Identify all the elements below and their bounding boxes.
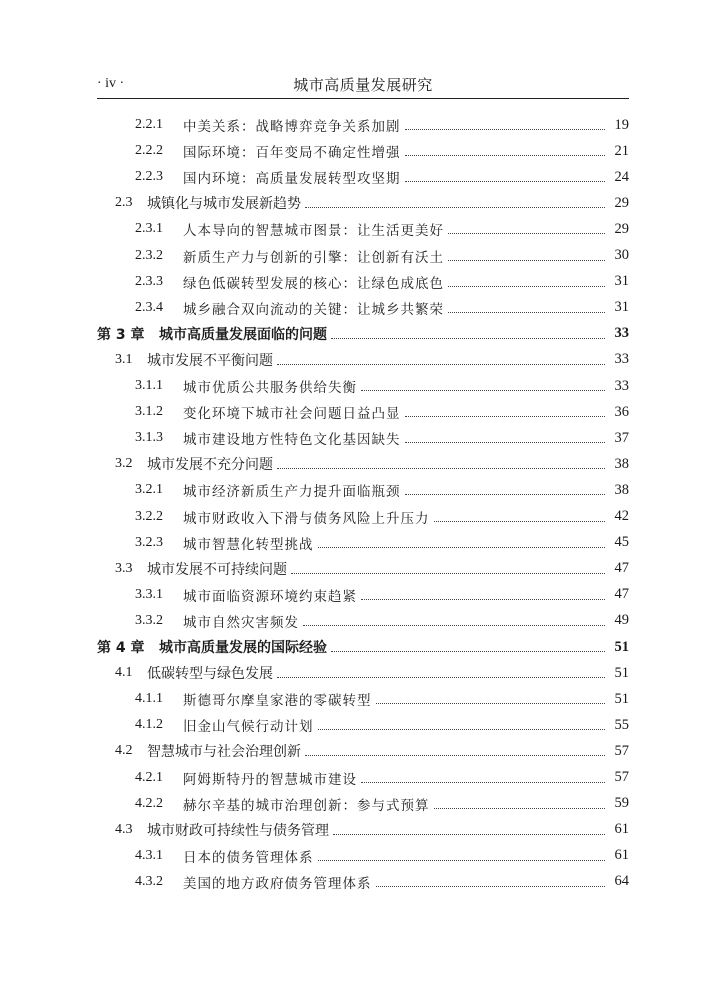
toc-entry-title: 国际环境：百年变局不确定性增强 — [183, 145, 401, 162]
toc-dot-leader — [303, 624, 605, 626]
toc-entry-title: 美国的地方政府债务管理体系 — [183, 875, 372, 892]
toc-section-entry[interactable] — [97, 347, 629, 373]
toc-subsection-entry[interactable] — [97, 608, 629, 634]
toc-entry-number: 第 4 章 — [97, 640, 145, 656]
toc-dot-leader — [434, 807, 606, 809]
toc-page-number: 51 — [614, 638, 629, 655]
toc-subsection-entry[interactable] — [97, 164, 629, 190]
toc-entry-number: 3.2.3 — [135, 534, 163, 550]
toc-dot-leader — [434, 520, 606, 522]
toc-entry-number: 4.3 — [115, 821, 133, 837]
toc-entry-title: 城市智慧化转型挑战 — [183, 536, 314, 553]
toc-page-number: 59 — [614, 795, 629, 812]
toc-dot-leader — [277, 363, 605, 365]
toc-page-number: 57 — [614, 769, 629, 785]
toc-page-number: 47 — [614, 560, 629, 577]
toc-page-number: 31 — [614, 299, 629, 316]
toc-entry-number: 4.1.2 — [135, 717, 163, 733]
toc-entry-number: 2.3 — [115, 195, 133, 211]
toc-entry-number: 4.1.1 — [135, 691, 163, 707]
running-header — [97, 68, 629, 99]
toc-entry-number: 3.1.2 — [135, 404, 163, 420]
toc-subsection-entry[interactable] — [97, 477, 629, 503]
toc-entry-number: 3.2.2 — [135, 508, 163, 524]
toc-dot-leader — [448, 285, 605, 287]
toc-entry-title: 低碳转型与绿色发展 — [147, 666, 273, 683]
toc-page-number: 30 — [614, 247, 629, 263]
toc-subsection-entry[interactable] — [97, 112, 629, 138]
toc-page-number: 36 — [614, 403, 629, 420]
toc-dot-leader — [405, 128, 606, 130]
toc-page-number: 38 — [614, 455, 629, 472]
toc-page-number: 45 — [614, 534, 629, 551]
toc-entry-title: 阿姆斯特丹的智慧城市建设 — [183, 771, 357, 788]
toc-page-number: 47 — [614, 586, 629, 603]
toc-entry-title: 城市经济新质生产力提升面临瓶颈 — [183, 484, 401, 501]
toc-chapter-entry[interactable] — [97, 634, 629, 660]
toc-subsection-entry[interactable] — [97, 869, 629, 895]
toc-entry-number: 4.3.2 — [135, 873, 163, 889]
toc-dot-leader — [376, 885, 606, 887]
toc-page-number: 29 — [614, 194, 629, 211]
toc-entry-title: 城市优质公共服务供给失衡 — [183, 380, 357, 396]
toc-page-number: 21 — [614, 142, 629, 159]
toc-page-number: 61 — [614, 847, 629, 864]
toc-entry-title: 城市面临资源环境约束趋紧 — [183, 588, 357, 605]
toc-dot-leader — [448, 232, 605, 234]
toc-section-entry[interactable] — [97, 660, 629, 686]
toc-entry-title: 斯德哥尔摩皇家港的零碳转型 — [183, 693, 372, 710]
toc-dot-leader — [405, 441, 606, 443]
toc-entry-title: 城市高质量发展的国际经验 — [159, 640, 327, 656]
toc-dot-leader — [361, 389, 605, 391]
toc-subsection-entry[interactable] — [97, 425, 629, 451]
toc-section-entry[interactable] — [97, 451, 629, 477]
toc-page-number: 29 — [614, 220, 629, 237]
toc-dot-leader — [405, 154, 606, 156]
toc-entry-number: 4.1 — [115, 665, 133, 681]
toc-entry-number: 3.2.1 — [135, 482, 163, 498]
toc-subsection-entry[interactable] — [97, 582, 629, 608]
toc-subsection-entry[interactable] — [97, 765, 629, 791]
toc-entry-number: 3.1 — [115, 351, 133, 367]
toc-subsection-entry[interactable] — [97, 504, 629, 530]
toc-dot-leader — [318, 546, 606, 548]
toc-entry-number: 2.2.2 — [135, 143, 163, 159]
toc-dot-leader — [361, 598, 605, 600]
page-number: · iv · — [97, 76, 125, 91]
toc-dot-leader — [405, 180, 606, 182]
toc-entry-number: 第 3 章 — [97, 326, 145, 343]
toc-entry-number: 2.3.2 — [135, 247, 163, 263]
toc-dot-leader — [277, 676, 605, 678]
toc-entry-number: 4.2.2 — [135, 795, 163, 811]
toc-dot-leader — [405, 415, 606, 417]
toc-dot-leader — [448, 259, 605, 261]
toc-page-number: 64 — [614, 873, 629, 890]
toc-subsection-entry[interactable] — [97, 791, 629, 817]
toc-entry-title: 新质生产力与创新的引擎：让创新有沃土 — [183, 249, 444, 266]
toc-subsection-entry[interactable] — [97, 686, 629, 712]
toc-subsection-entry[interactable] — [97, 373, 629, 399]
toc-section-entry[interactable] — [97, 190, 629, 216]
toc-entry-title: 城乡融合双向流动的关键：让城乡共繁荣 — [183, 301, 444, 318]
toc-dot-leader — [448, 311, 605, 313]
toc-subsection-entry[interactable] — [97, 399, 629, 425]
toc-entry-title: 中美关系：战略博弈竞争关系加剧 — [183, 119, 401, 135]
toc-dot-leader — [291, 572, 605, 574]
toc-entry-number: 2.3.3 — [135, 273, 163, 289]
toc-subsection-entry[interactable] — [97, 530, 629, 556]
toc-page-number: 51 — [614, 664, 629, 681]
toc-subsection-entry[interactable] — [97, 216, 629, 242]
toc-subsection-entry[interactable] — [97, 295, 629, 321]
toc-page-number: 38 — [614, 481, 629, 498]
running-title: 城市高质量发展研究 — [293, 76, 433, 94]
toc-section-entry[interactable] — [97, 738, 629, 764]
toc-page-number: 55 — [614, 716, 629, 733]
toc-entry-number: 4.2.1 — [135, 769, 163, 785]
toc-page-number: 19 — [614, 116, 629, 133]
toc-subsection-entry[interactable] — [97, 843, 629, 869]
toc-entry-number: 2.2.3 — [135, 169, 163, 185]
toc-dot-leader — [331, 337, 605, 339]
toc-dot-leader — [305, 206, 605, 208]
toc-page-number: 33 — [614, 351, 629, 368]
toc-page-number: 61 — [614, 821, 629, 838]
toc-entry-title: 人本导向的智慧城市图景：让生活更美好 — [183, 223, 444, 240]
toc-entry-title: 城市建设地方性特色文化基因缺失 — [183, 432, 401, 449]
toc-dot-leader — [331, 650, 605, 652]
toc-entry-title: 智慧城市与社会治理创新 — [147, 744, 301, 761]
toc-page-number: 51 — [614, 690, 629, 707]
toc-subsection-entry[interactable] — [97, 269, 629, 295]
toc-entry-number: 3.3.2 — [135, 612, 163, 628]
toc-subsection-entry[interactable] — [97, 138, 629, 164]
toc-entry-number: 3.2 — [115, 456, 133, 472]
toc-page-number: 37 — [614, 429, 629, 446]
toc-subsection-entry[interactable] — [97, 243, 629, 269]
toc-dot-leader — [318, 859, 606, 861]
toc-page-number: 57 — [614, 742, 629, 759]
toc-subsection-entry[interactable] — [97, 712, 629, 738]
toc-section-entry[interactable] — [97, 556, 629, 582]
toc-page-number: 31 — [614, 273, 629, 290]
toc-entry-number: 2.3.1 — [135, 221, 163, 237]
toc-entry-title: 城市发展不充分问题 — [147, 457, 273, 474]
toc-entry-number: 3.3.1 — [135, 586, 163, 602]
toc-page-number: 42 — [614, 508, 629, 524]
toc-section-entry[interactable] — [97, 817, 629, 843]
toc-dot-leader — [376, 702, 606, 704]
toc-dot-leader — [361, 781, 605, 783]
toc-entry-title: 城镇化与城市发展新趋势 — [147, 196, 301, 213]
toc-dot-leader — [318, 728, 606, 730]
toc-entry-title: 绿色低碳转型发展的核心：让绿色成底色 — [183, 275, 444, 292]
toc-entry-number: 4.3.1 — [135, 847, 163, 863]
toc-entry-title: 城市财政可持续性与债务管理 — [147, 822, 329, 839]
toc-entry-number: 3.1.3 — [135, 430, 163, 446]
toc-page-number: 33 — [614, 325, 629, 342]
toc-entry-title: 日本的债务管理体系 — [183, 849, 314, 866]
toc-entry-title: 旧金山气候行动计划 — [183, 719, 314, 736]
toc-entry-number: 4.2 — [115, 743, 133, 759]
toc-entry-title: 城市高质量发展面临的问题 — [159, 326, 327, 343]
toc-entry-title: 城市发展不平衡问题 — [147, 352, 273, 369]
toc-entry-title: 国内环境：高质量发展转型攻坚期 — [183, 171, 401, 188]
toc-chapter-entry[interactable] — [97, 321, 629, 347]
toc-entry-number: 2.3.4 — [135, 299, 163, 315]
toc-page-number: 49 — [614, 612, 629, 629]
toc-entry-number: 2.2.1 — [135, 117, 163, 132]
toc-dot-leader — [277, 467, 605, 469]
toc-entry-title: 城市自然灾害频发 — [183, 614, 299, 631]
toc-entry-title: 城市财政收入下滑与债务风险上升压力 — [183, 510, 430, 527]
toc-page-number: 33 — [614, 377, 629, 394]
toc-entry-title: 赫尔辛基的城市治理创新：参与式预算 — [183, 797, 430, 814]
toc-page-number: 24 — [614, 168, 629, 185]
toc-entry-number: 3.1.1 — [135, 378, 163, 393]
toc-dot-leader — [305, 754, 605, 756]
toc-entry-title: 城市发展不可持续问题 — [147, 561, 287, 578]
toc-dot-leader — [333, 833, 605, 835]
toc-entry-title: 变化环境下城市社会问题日益凸显 — [183, 406, 401, 423]
toc-dot-leader — [405, 493, 606, 495]
toc-entry-number: 3.3 — [115, 560, 133, 576]
